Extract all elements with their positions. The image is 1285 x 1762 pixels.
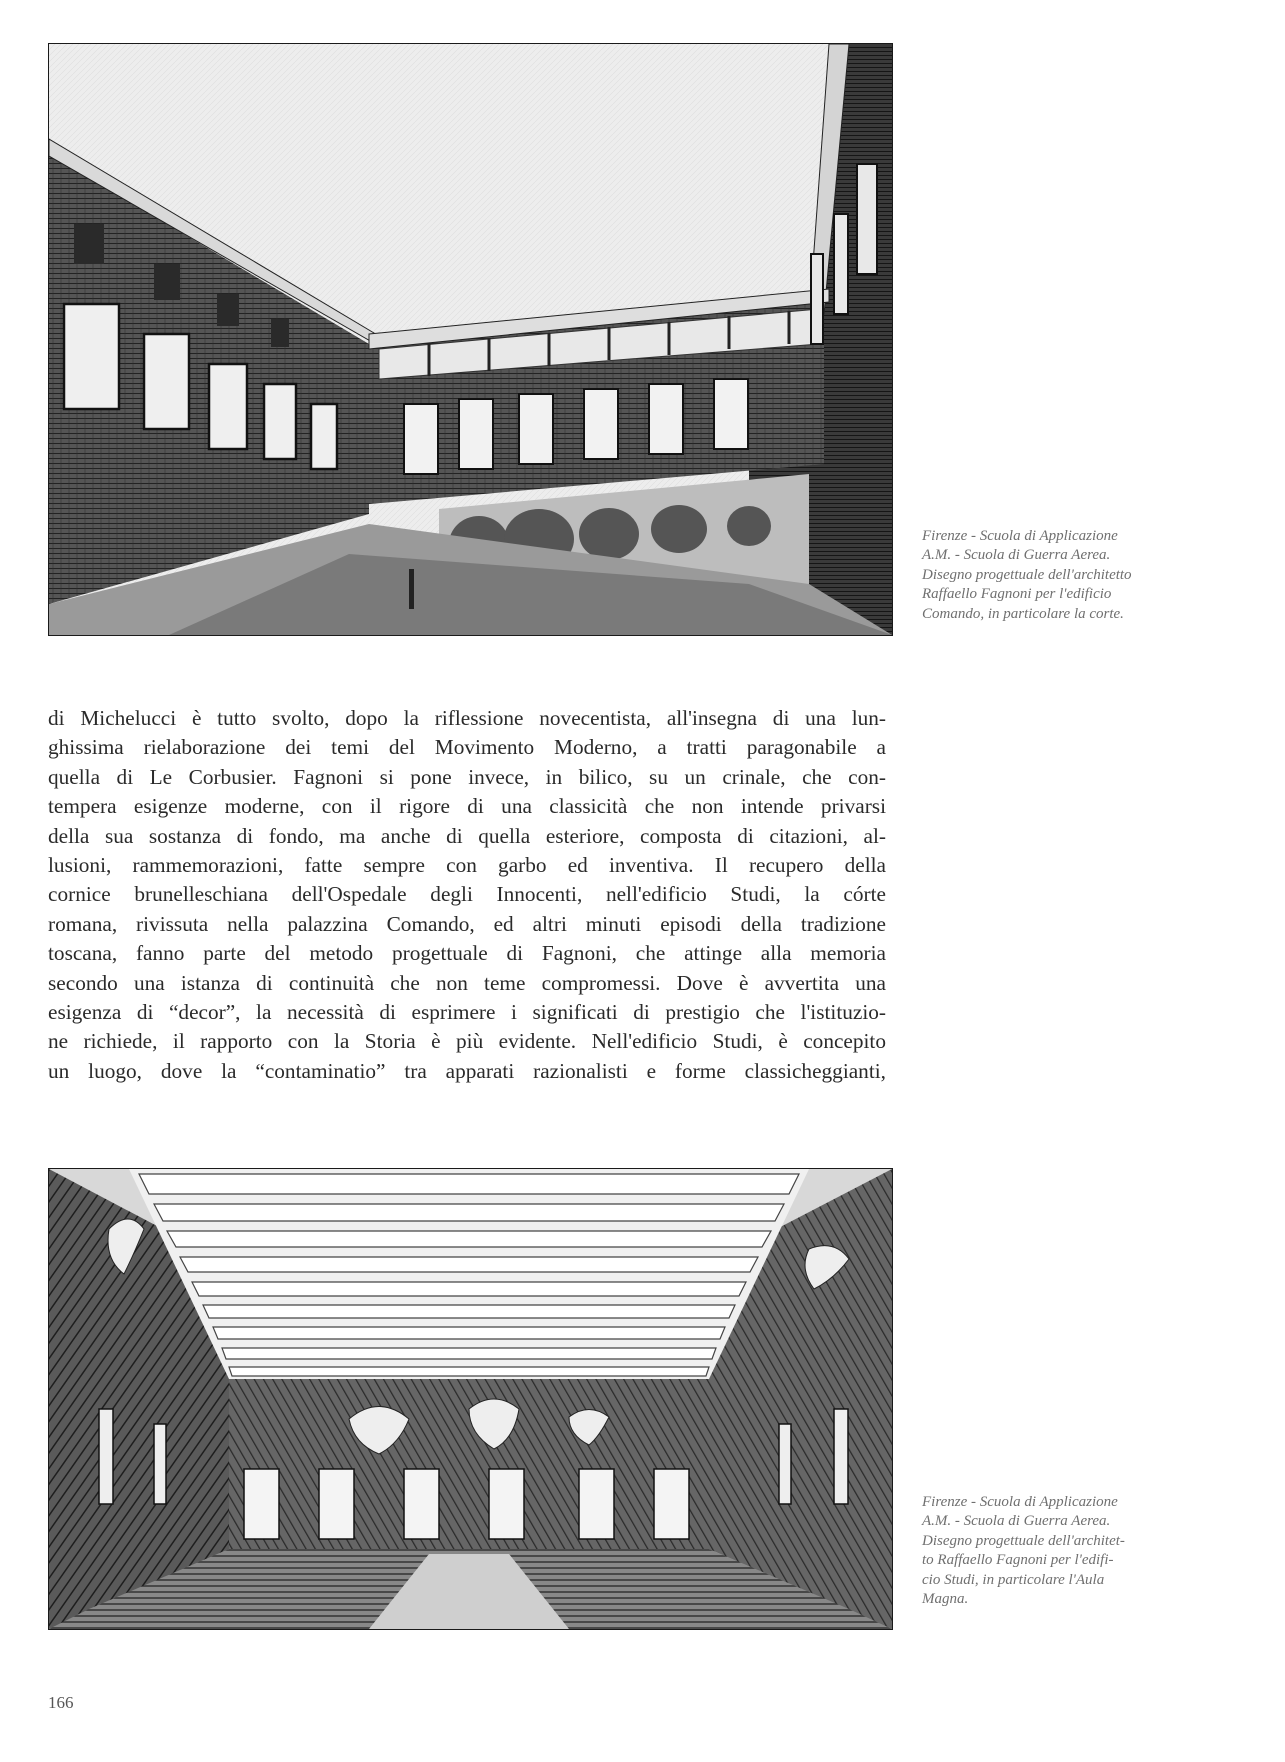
body-line: di Michelucci è tutto svolto, dopo la riflessione novecentista, all'insegna di una lun- xyxy=(48,706,886,730)
caption-line: Magna. xyxy=(922,1591,969,1608)
body-text xyxy=(48,704,886,1086)
caption-line: A.M. - Scuola di Guerra Aerea. xyxy=(922,1513,1111,1530)
caption-line: Disegno progettuale dell'architet- xyxy=(922,1532,1125,1549)
body-line: della sua sostanza di fondo, ma anche di quella esteriore, composta di citazioni, al- xyxy=(48,823,886,848)
body-line: ghissima rielaborazione dei temi del Movimento Moderno, a tratti paragonabile a xyxy=(48,735,886,760)
caption-line: Firenze - Scuola di Applicazione xyxy=(922,528,1118,544)
caption-line: Comando, in particolare la corte. xyxy=(922,605,1124,622)
caption-line: Firenze - Scuola di Applicazione xyxy=(922,1494,1118,1510)
figure-caption xyxy=(922,1493,1196,1609)
caption-line: Raffaello Fagnoni per l'edificio xyxy=(922,586,1112,603)
body-line: toscana, fanno parte del metodo progettuale di Fagnoni, che attinge alla memoria xyxy=(48,941,886,966)
body-line: romana, rivissuta nella palazzina Comando, ed altri minuti episodi della tradizione xyxy=(48,911,886,936)
body-line: cornice brunelleschiana dell'Ospedale degli Innocenti, nell'edificio Studi, la córte xyxy=(48,882,886,907)
body-line: esigenza di “decor”, la necessità di esprimere i significati di prestigio che l'istituzio- xyxy=(48,1000,886,1025)
figure-caption xyxy=(922,527,1196,624)
body-line: ne richiede, il rapporto con la Storia è più evidente. Nell'edificio Studi, è concepito xyxy=(48,1029,886,1054)
caption-line: cio Studi, in particolare l'Aula xyxy=(922,1571,1105,1588)
caption-line: A.M. - Scuola di Guerra Aerea. xyxy=(922,547,1111,564)
body-line: lusioni, rammemorazioni, fatte sempre con garbo ed inventiva. Il recupero della xyxy=(48,853,886,878)
body-line: secondo una istanza di continuità che non teme compromessi. Dove è avvertita una xyxy=(48,970,886,995)
courtyard-drawing-image xyxy=(48,43,893,636)
aula-magna-drawing-image xyxy=(48,1168,893,1630)
page-number: 166 xyxy=(48,1693,74,1712)
caption-line: Disegno progettuale dell'architetto xyxy=(922,566,1132,583)
caption-line: to Raffaello Fagnoni per l'edifi- xyxy=(922,1552,1114,1569)
body-line: quella di Le Corbusier. Fagnoni si pone invece, in bilico, su un crinale, che con- xyxy=(48,764,886,789)
body-line: tempera esigenze moderne, con il rigore di una classicità che non intende privarsi xyxy=(48,794,886,819)
body-line: un luogo, dove la “contaminatio” tra apparati razionalisti e forme classicheggianti, xyxy=(48,1058,886,1083)
